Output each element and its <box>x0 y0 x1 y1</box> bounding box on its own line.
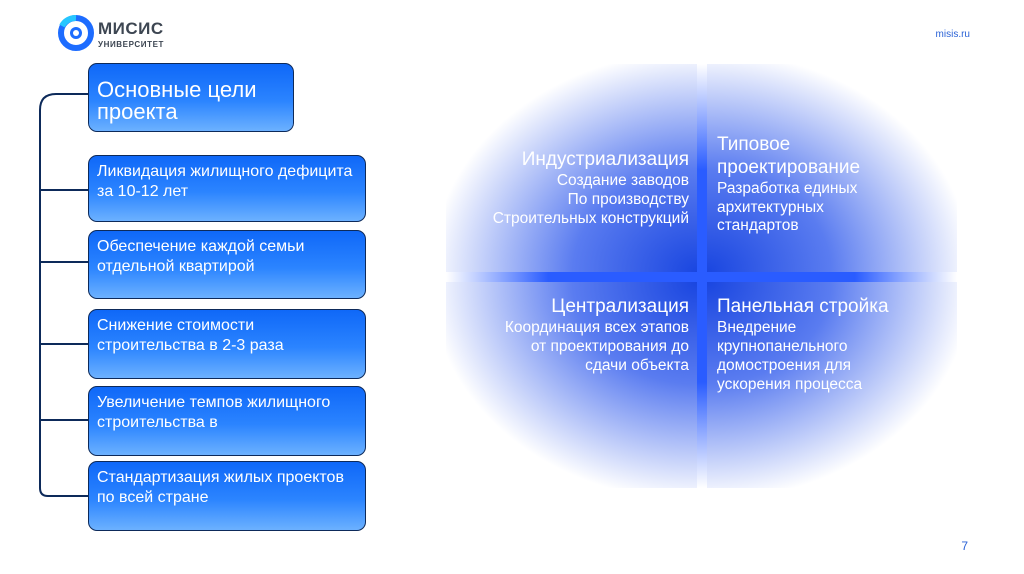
matrix-horizontal-divider <box>446 272 957 282</box>
goal-item: Обеспечение каждой семьи отдельной квартирой <box>88 230 366 299</box>
quadrant-line: архитектурных <box>717 198 824 216</box>
quadrant-title: Панельная стройка <box>717 296 889 317</box>
goals-title-box <box>88 63 294 132</box>
logo-subtitle: УНИВЕРСИТЕТ <box>98 40 164 49</box>
project-matrix <box>446 64 957 488</box>
quadrant-line: Создание заводов <box>556 171 689 189</box>
quadrant-standard-design <box>707 64 957 272</box>
quadrant-title: Централизация <box>551 296 689 317</box>
goal-item: Стандартизация жилых проектов по всей стране <box>88 461 366 531</box>
goals-title-line2: проекта <box>97 99 178 124</box>
quadrant-industrialization <box>446 64 697 272</box>
goal-item: Снижение стоимости строительства в 2-3 раза <box>88 309 366 379</box>
quadrant-line: ускорения процесса <box>717 375 863 393</box>
quadrant-line: от проектирования до <box>530 337 689 355</box>
goals-title-line1: Основные цели <box>97 77 257 102</box>
quadrant-title-line2: проектирование <box>717 156 861 178</box>
quadrant-panel-construction <box>707 282 957 488</box>
logo-name: МИСИС <box>98 19 164 38</box>
goal-item: Увеличение темпов жилищного строительства в <box>88 386 366 456</box>
quadrant-line: Строительных конструкций <box>492 209 689 227</box>
quadrant-centralization <box>446 282 697 488</box>
quadrant-line: стандартов <box>717 217 799 235</box>
quadrant-line: Координация всех этапов <box>504 318 689 336</box>
quadrant-line: домостроения для <box>717 356 852 374</box>
site-link[interactable]: misis.ru <box>935 29 970 40</box>
quadrant-line: крупнопанельного <box>717 337 848 355</box>
quadrant-line: Разработка единых <box>717 179 858 197</box>
quadrant-line: По производству <box>567 190 689 208</box>
quadrant-line: Внедрение <box>717 318 797 336</box>
quadrant-title: Индустриализация <box>521 149 689 170</box>
quadrant-title-line1: Типовое <box>717 134 791 155</box>
page-number: 7 <box>961 539 968 553</box>
quadrant-line: сдачи объекта <box>585 356 689 374</box>
goal-item: Ликвидация жилищного дефицита за 10-12 лет <box>88 155 366 222</box>
